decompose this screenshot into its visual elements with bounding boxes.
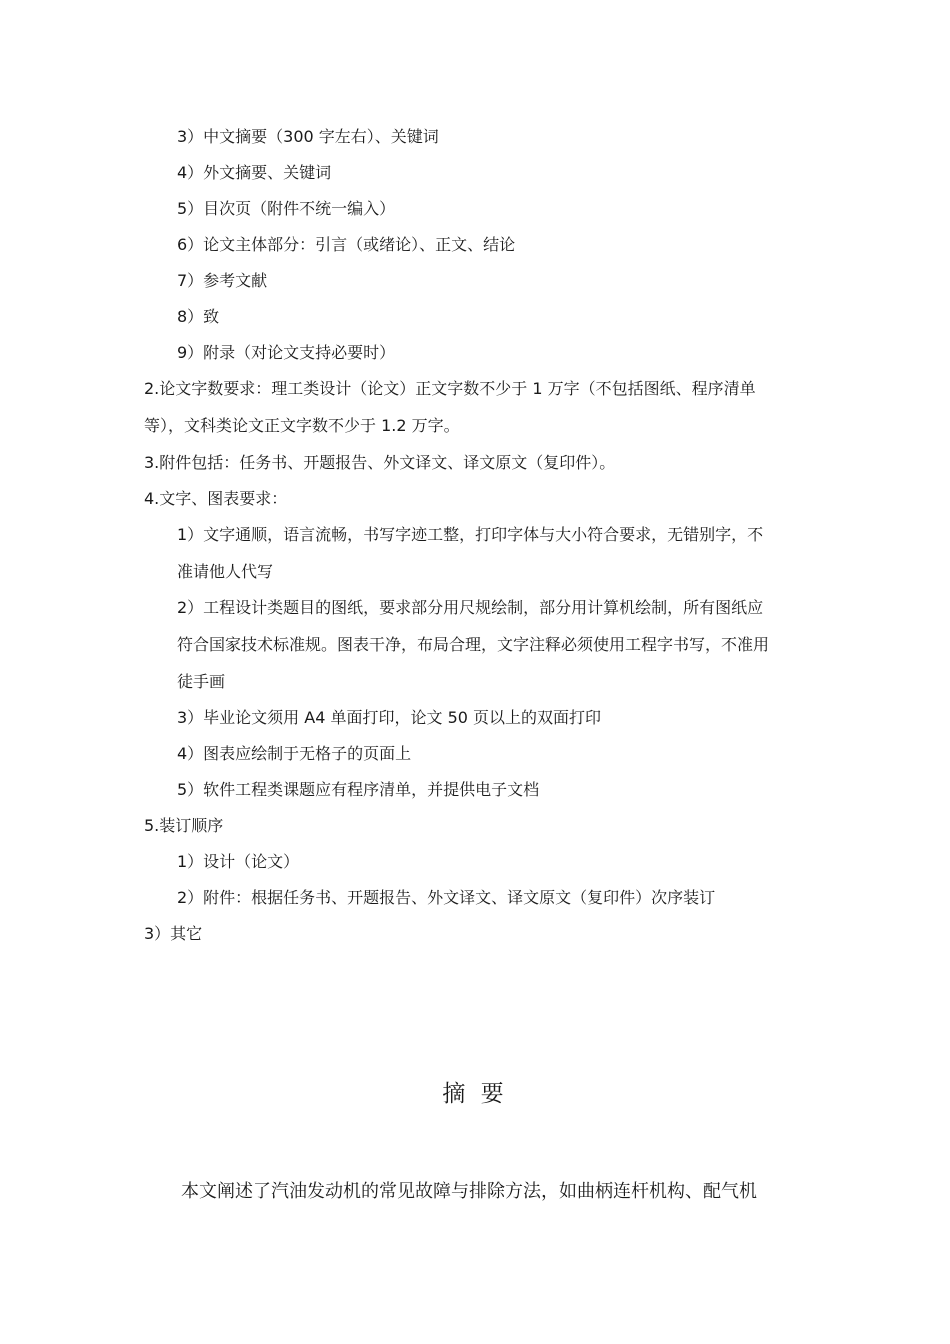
word-count-requirement-line1: 2.论文字数要求：理工类设计（论文）正文字数不少于 1 万字（不包括图纸、程序清单 xyxy=(144,379,756,398)
drawing-requirement-line2: 符合国家技术标准规。图表干净，布局合理，文字注释必须使用工程字书写，不准用 xyxy=(177,635,770,654)
software-requirement: 5）软件工程类课题应有程序清单，并提供电子文档 xyxy=(177,780,540,799)
drawing-requirement-line1: 2）工程设计类题目的图纸，要求部分用尺规绘制，部分用计算机绘制，所有图纸应 xyxy=(177,598,764,617)
binding-order-title: 5.装订顺序 xyxy=(144,816,224,835)
list-item-table-of-contents: 5）目次页（附件不统一编入） xyxy=(177,199,396,218)
text-requirement-line2: 准请他人代写 xyxy=(177,562,274,581)
binding-order-design: 1）设计（论文） xyxy=(177,852,300,871)
list-item-chinese-abstract: 3）中文摘要（300 字左右）、关键词 xyxy=(177,127,439,146)
printing-requirement: 3）毕业论文须用 A4 单面打印，论文 50 页以上的双面打印 xyxy=(177,708,602,727)
text-requirement-line1: 1）文字通顺，语言流畅，书写字迹工整，打印字体与大小符合要求，无错别字，不 xyxy=(177,525,764,544)
word-count-requirement-line2: 等），文科类论文正文字数不少于 1.2 万字。 xyxy=(144,416,460,435)
binding-order-attachments: 2）附件：根据任务书、开题报告、外文译文、译文原文（复印件）次序装订 xyxy=(177,888,716,907)
text-figure-requirements-title: 4.文字、图表要求： xyxy=(144,489,288,508)
list-item-foreign-abstract: 4）外文摘要、关键词 xyxy=(177,163,332,182)
list-item-acknowledgement: 8）致 xyxy=(177,307,220,326)
abstract-heading: 摘 要 xyxy=(442,1081,508,1107)
attachments-item: 3.附件包括：任务书、开题报告、外文译文、译文原文（复印件）。 xyxy=(144,453,616,472)
drawing-requirement-line3: 徒手画 xyxy=(177,672,226,691)
list-item-main-body: 6）论文主体部分：引言（或绪论）、正文、结论 xyxy=(177,235,516,254)
list-item-appendix: 9）附录（对论文支持必要时） xyxy=(177,343,396,362)
list-item-references: 7）参考文献 xyxy=(177,271,268,290)
figure-page-requirement: 4）图表应绘制于无格子的页面上 xyxy=(177,744,412,763)
binding-order-other: 3）其它 xyxy=(144,924,203,943)
abstract-paragraph: 本文阐述了汽油发动机的常见故障与排除方法，如曲柄连杆机构、配气机 xyxy=(181,1181,757,1202)
